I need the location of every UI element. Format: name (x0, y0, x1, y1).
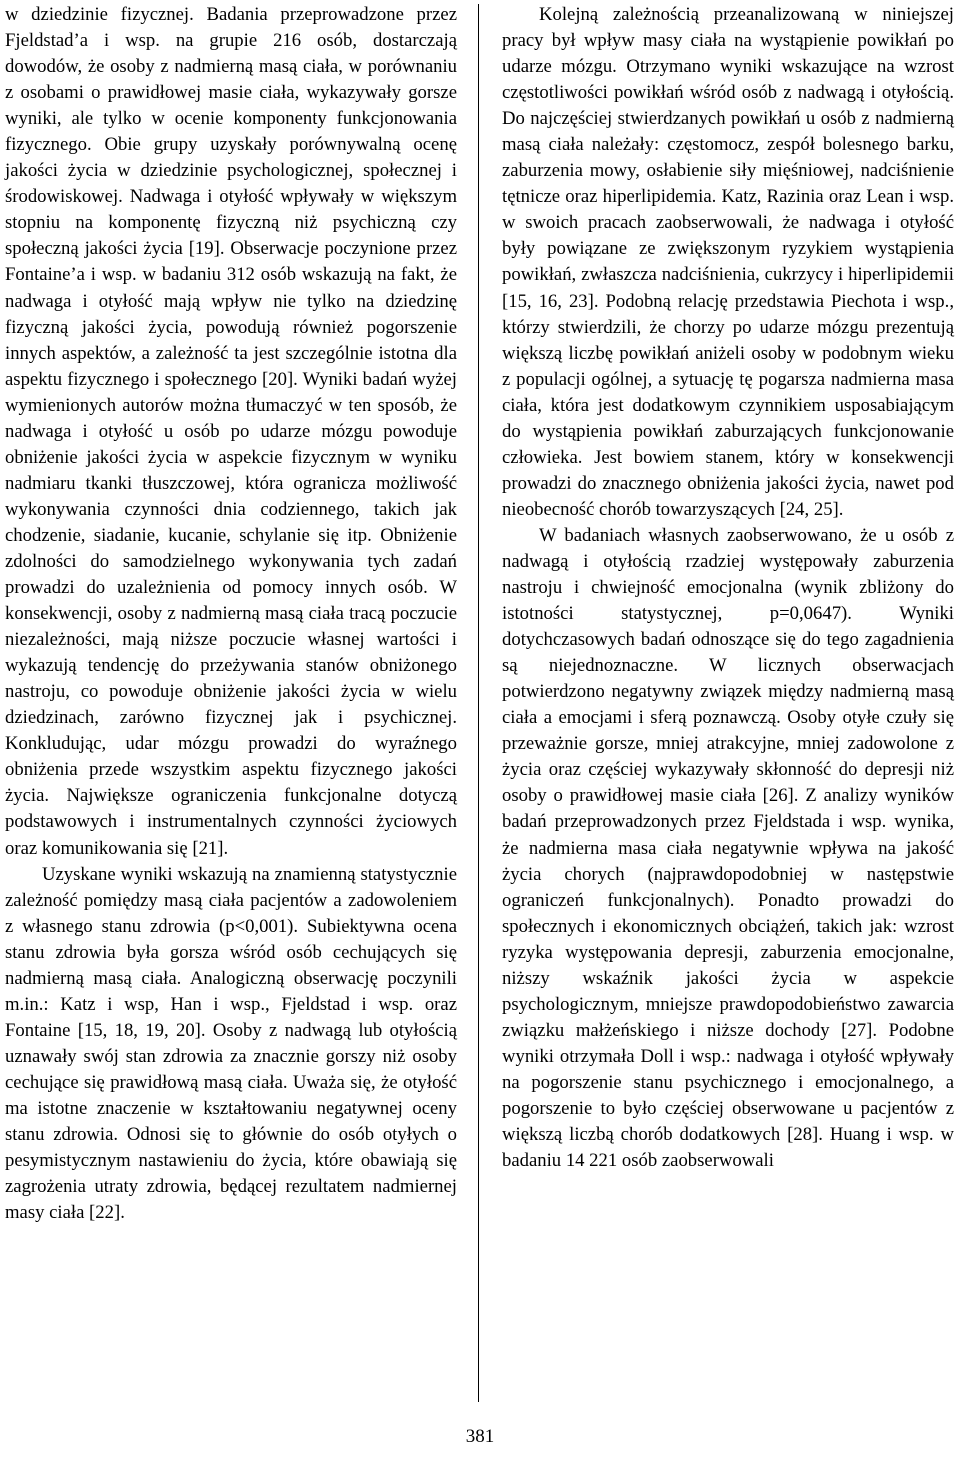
column-divider (478, 4, 479, 1402)
right-paragraph-2: W badaniach własnych zaobserwowano, że u osób z nadwagą i otyłością rzadziej występowały zaburzenia nastroju i chwiejność emocjonalna (wynik zbliżony do istotności statystycznej, p=0,0647). Wyniki dotychczasowych badań odnoszące się do tego zagadnienia są niejednoznaczne. W licznych obserwacjach potwierdzono negatywny związek między nadmierną masą ciała a emocjami i sferą poznawczą. Osoby otyłe czuły się przeważnie gorsze, mniej atrakcyjne, mniej zadowolone z życia oraz częściej wykazywały skłonność do depresji niż osoby o prawidłowej masie ciała [26]. Z analizy wyników badań przeprowadzonych przez Fjeldstada i wsp. wynika, że nadmierna masa ciała negatywnie wpływa na jakość życia chorych (najprawdopodobniej w następstwie ograniczeń funkcjonalnych). Ponadto prowadzi do społecznych i ekonomicznych obciążeń, takich jak: wzrost ryzyka występowania depresji, zaburzenia emocjonalne, niższy wskaźnik jakości życia w aspekcie psychologicznym, mniejsze prawdopodobieństwo zawarcia związku małżeńskiego i niższe dochody [27]. Podobne wyniki otrzymała Doll i wsp.: nadwaga i otyłość wpływały na pogorszenie stanu psychicznego i emocjonalnego, a pogorszenie to było częściej obserwowane u pacjentów z większą liczbą chorób dodatkowych [28]. Huang i wsp. w badaniu 14 221 osób zaobserwowali (502, 524, 954, 1172)
page-number: 381 (465, 1426, 495, 1447)
right-paragraph-1: Kolejną zależnością przeanalizowaną w niniejszej pracy był wpływ masy ciała na wystąpienie powikłań po udarze mózgu. Otrzymano wyniki wskazujące na wzrost częstotliwości powikłań wśród osób z nadwagą i otyłością. Do najczęściej stwierdzanych powikłań u osób z nadmierną masą ciała należały: częstomocz, zespół bolesnego barku, zaburzenia mowy, osłabienie siły mięśniowej, nadciśnienie tętnicze oraz hiperlipidemia. Katz, Razinia oraz Lean i wsp. w swoich pracach zaobserwowali, że nadwaga i otyłość były powiązane ze zwiększonym ryzykiem wystąpienia powikłań, zwłaszcza nadciśnienia, cukrzycy i hiperlipidemii [15, 16, 23]. Podobną relację przedstawia Piechota i wsp., którzy stwierdzili, że chorzy po udarze mózgu prezentują większą liczbę powikłań aniżeli osoby w podobnym wieku z populacji ogólnej, a sytuację tę pogarsza nadmierna masa ciała, która jest dodatkowym czynnikiem usposabiającym do wystąpienia powikłań zaburzających funkcjonowanie człowieka. Jest bowiem stanem, który w konsekwencji prowadzi do znacznego obniżenia jakości życia, nawet pod nieobecność chorób towarzyszących [24, 25]. (502, 4, 954, 520)
left-paragraph-1: w dziedzinie fizycznej. Badania przeprowadzone przez Fjeldstad’a i wsp. na grupie 216 osób, dostarczają dowodów, że osoby z nadmierną masą ciała, w porównaniu z osobami o prawidłowej masie ciała, wykazywały gorsze wyniki, ale tylko w ocenie komponenty funkcjonowania fizycznego. Obie grupy uzyskały porównywalną ocenę jakości życia w dziedzinie psychologicznej, społecznej i środowiskowej. Nadwaga i otyłość wpływały w większym stopniu na komponentę fizyczną niż psychiczną czy społeczną jakości życia [19]. Obserwacje poczynione przez Fontaine’a i wsp. w badaniu 312 osób wskazują na fakt, że nadwaga i otyłość mają wpływ nie tylko na dziedzinę fizyczną jakości życia, powodują również pogorszenie innych aspektów, a zależność ta jest szczególnie istotna dla aspektu fizycznego i społecznego [20]. Wyniki badań wyżej wymienionych autorów można tłumaczyć w ten sposób, że nadwaga i otyłość u osób po udarze mózgu powoduje obniżenie jakości życia w aspekcie fizycznym w wyniku nadmiaru tkanki tłuszczowej, która ogranicza możliwość wykonywania czynności dnia codziennego, takich jak chodzenie, siadanie, kucanie, schylanie się itp. Obniżenie zdolności do samodzielnego wykonywania tych zadań prowadzi do uzależnienia od pomocy innych osób. W konsekwencji, osoby z nadmierną masą ciała tracą poczucie niezależności, mają niższe poczucie własnej wartości i wykazują tendencję do przeżywania stanów obniżonego nastroju, co powoduje obniżenie jakości życia w wielu dziedzinach, zarówno fizycznej jak i psychicznej. Konkludując, udar mózgu prowadzi do wyraźnego obniżenia przede wszystkim aspektu fizycznego jakości życia. Największe ograniczenia funkcjonalne dotyczą podstawowych i instrumentalnych czynności życiowych oraz komunikowania się [21]. (5, 4, 457, 859)
left-paragraph-2: Uzyskane wyniki wskazują na znamienną statystycznie zależność pomiędzy masą ciała pacjentów a zadowoleniem z własnego stanu zdrowia (p<0,001). Subiektywna ocena stanu zdrowia była gorsza wśród osób cechujących się nadmierną masą ciała. Analogiczną obserwację poczynili m.in.: Katz i wsp, Han i wsp., Fjeldstad i wsp. oraz Fontaine [15, 18, 19, 20]. Osoby z nadwagą lub otyłością uznawały swój stan zdrowia za znacznie gorszy niż osoby cechujące się prawidłową masą ciała. Uważa się, że otyłość ma istotne znaczenie w kształtowaniu negatywnej oceny stanu zdrowia. Odnosi się to głównie do osób otyłych o pesymistycznym nastawieniu do życia, które obawiają się zagrożenia utraty zdrowia, będącej rezultatem nadmiernej masy ciała [22]. (5, 863, 457, 1224)
left-text-column (5, 2, 457, 1226)
right-text-column (502, 2, 954, 1174)
